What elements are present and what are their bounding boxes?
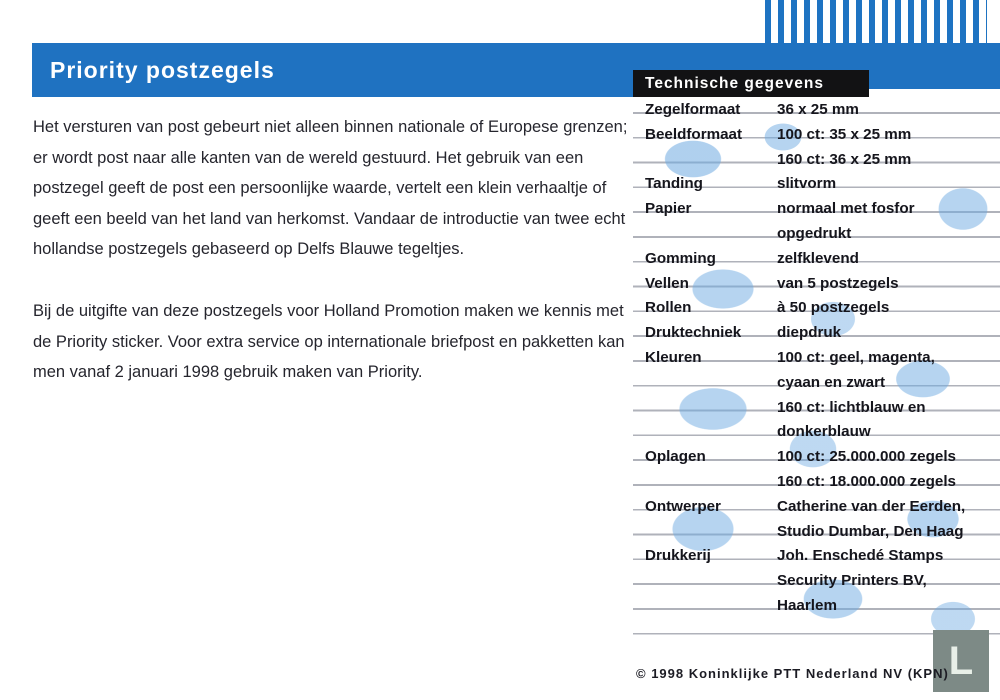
- tech-row: [633, 148, 1000, 173]
- intro-text: [33, 112, 633, 388]
- tech-row: [633, 470, 1000, 495]
- tech-row: [633, 321, 1000, 346]
- tech-label: Beeldformaat: [645, 125, 743, 143]
- tech-row: [633, 594, 1000, 619]
- tech-value: zelfklevend: [777, 249, 859, 267]
- tech-value: 100 ct: 35 x 25 mm: [777, 125, 912, 143]
- tech-row: [633, 371, 1000, 396]
- tech-value: diepdruk: [777, 324, 842, 342]
- tech-value: 160 ct: 18.000.000 zegels: [777, 472, 957, 490]
- tech-row: [633, 544, 1000, 569]
- tech-label: Druktechniek: [645, 324, 742, 342]
- tech-value: normaal met fosfor: [777, 200, 915, 218]
- tech-table: [633, 98, 1000, 619]
- tech-panel-header: Technische gegevens: [633, 70, 869, 97]
- tech-label: Papier: [645, 200, 692, 218]
- tech-row: [633, 272, 1000, 297]
- tech-row: [633, 197, 1000, 222]
- tech-label: Drukkerij: [645, 547, 711, 565]
- intro-paragraph: Bij de uitgifte van deze postzegels voor Holland Promotion maken we kennis met de Priority sticker. Voor extra service op internationale briefpost en pakketten kan men vanaf 2 januari 1998 gebruik maken van Priority.: [33, 301, 625, 382]
- tech-value: Security Printers BV,: [777, 572, 927, 590]
- tech-value: 160 ct: 36 x 25 mm: [777, 150, 912, 168]
- tech-value: 36 x 25 mm: [777, 101, 859, 118]
- tech-row: [633, 520, 1000, 545]
- tech-value: 160 ct: lichtblauw en: [777, 398, 926, 416]
- tech-value: 100 ct: 25.000.000 zegels: [777, 448, 957, 466]
- tech-row: [633, 172, 1000, 197]
- tech-label: Zegelformaat: [645, 101, 741, 118]
- tech-value: slitvorm: [777, 175, 837, 193]
- tech-value: Catherine van der Eerden,: [777, 497, 966, 515]
- tech-row: [633, 123, 1000, 148]
- tech-value: opgedrukt: [777, 224, 852, 242]
- tech-row: [633, 420, 1000, 445]
- tech-label: Ontwerper: [645, 497, 721, 515]
- tech-row: [633, 296, 1000, 321]
- tech-value: donkerblauw: [777, 423, 871, 441]
- page-title: Priority postzegels: [50, 57, 275, 83]
- tech-row: [633, 396, 1000, 421]
- stamp-corner: L: [933, 630, 989, 692]
- tech-value: à 50 postzegels: [777, 299, 890, 317]
- tech-value: Studio Dumbar, Den Haag: [777, 522, 964, 540]
- tech-label: Gomming: [645, 249, 716, 267]
- tech-row: [633, 495, 1000, 520]
- top-stripes-decoration: [765, 0, 987, 46]
- tech-row: [633, 222, 1000, 247]
- intro-paragraph: Het versturen van post gebeurt niet alleen binnen nationale of Europese grenzen; er wordt post naar alle kanten van de wereld gestuurd. Het gebruik van een postzegel geeft de post een persoonlijke waarde, vertelt een klein verhaaltje of geeft een beeld van het land van herkomst. Vandaar de introductie van twee echt hollandse postzegels gebaseerd op Delfs Blauwe tegeltjes.: [33, 118, 628, 259]
- tech-row: [633, 247, 1000, 272]
- tech-value: van 5 postzegels: [777, 274, 899, 292]
- tech-label: Kleuren: [645, 348, 702, 366]
- tech-label: Rollen: [645, 299, 692, 317]
- tech-value: Joh. Enschedé Stamps: [777, 547, 944, 565]
- tech-value: 100 ct: geel, magenta,: [777, 348, 935, 366]
- tech-value: Haarlem: [777, 596, 837, 614]
- tech-row: [633, 569, 1000, 594]
- tech-label: Tanding: [645, 175, 703, 193]
- tech-row: [633, 346, 1000, 371]
- tech-value: cyaan en zwart: [777, 373, 886, 391]
- tech-label: Oplagen: [645, 448, 706, 466]
- tech-label: Vellen: [645, 274, 689, 292]
- copyright-text: © 1998 Koninklijke PTT Nederland NV (KPN): [636, 666, 949, 681]
- tech-row: [633, 445, 1000, 470]
- tech-row: [633, 98, 1000, 123]
